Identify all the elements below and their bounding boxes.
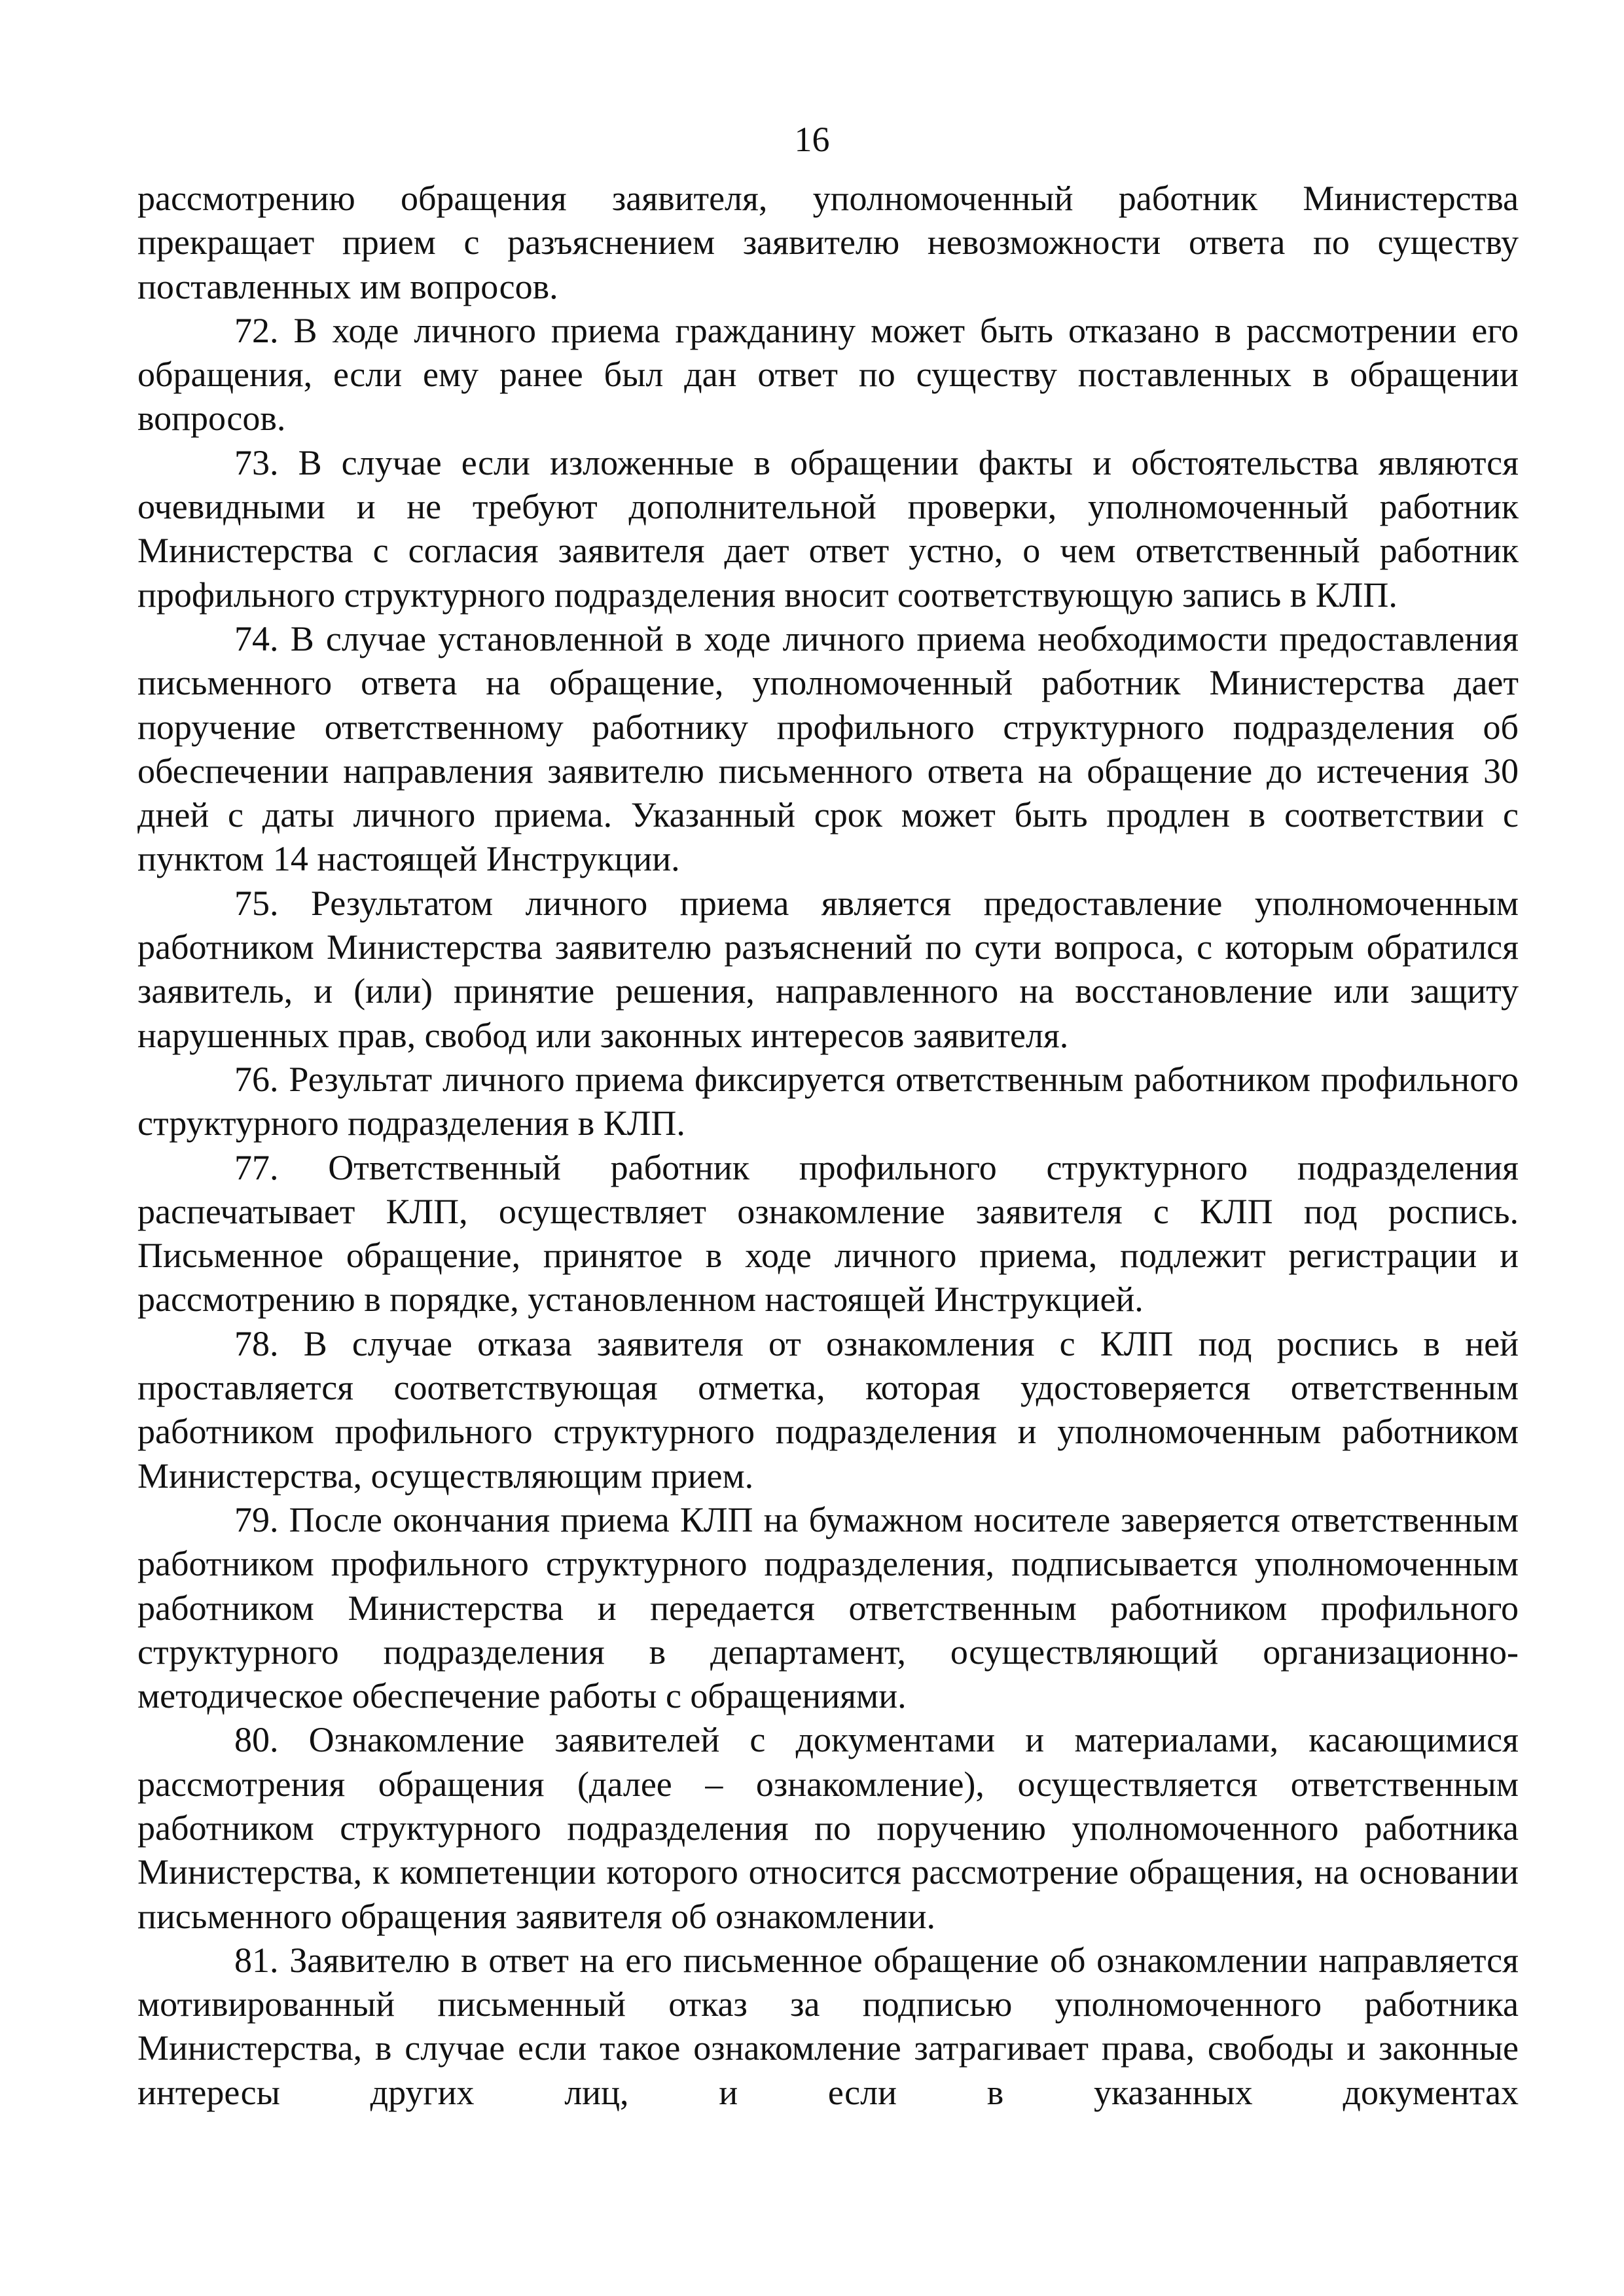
paragraph-74: 74. В случае установленной в ходе личного приема необходимости предоставления письменного ответа на обращение, уполномоченный работник Министерства дает поручение ответственному работнику профильного структурного подразделения об обеспечении направления заявителю письменного ответа на обращение до истечения 30 дней с даты личного приема. Указанный срок может быть продлен в соответствии с пунктом 14 настоящей Инструкции. [137,619,1519,879]
paragraph-78: 78. В случае отказа заявителя от ознакомления с КЛП под роспись в ней проставляется соответствующая отметка, которая удостоверяется ответственным работником профильного структурного подразделения и уполномоченным работником Министерства, осуществляющим прием. [137,1323,1519,1496]
page-number: 16 [794,120,830,159]
paragraph-72: 72. В ходе личного приема гражданину может быть отказано в рассмотрении его обращения, если ему ранее был дан ответ по существу поставленных в обращении вопросов. [137,310,1519,439]
paragraph-79: 79. После окончания приема КЛП на бумажном носителе заверяется ответственным работником профильного структурного подразделения, подписывается уполномоченным работником Министерства и передается ответственным работником профильного структурного подразделения в департамент, осуществляющий организационно-методическое обеспечение работы с обращениями. [137,1499,1519,1716]
document-body [137,177,1519,2115]
paragraph-continuation: рассмотрению обращения заявителя, уполномоченный работник Министерства прекращает прием с разъяснением заявителю невозможности ответа по существу поставленных им вопросов. [137,179,1519,306]
paragraph-80: 80. Ознакомление заявителей с документами и материалами, касающимися рассмотрения обращения (далее – ознакомление), осуществляется ответственным работником структурного подразделения по поручению уполномоченного работника Министерства, к компетенции которого относится рассмотрение обращения, на основании письменного обращения заявителя об ознакомлении. [137,1720,1519,1936]
paragraph-81: 81. Заявителю в ответ на его письменное обращение об ознакомлении направляется мотивированный письменный отказ за подписью уполномоченного работника Министерства, в случае если такое ознакомление затрагивает права, свободы и законные интересы других лиц, и если в указанных документах [137,1940,1519,2112]
paragraph-75: 75. Результатом личного приема является предоставление уполномоченным работником Министерства заявителю разъяснений по сути вопроса, с которым обратился заявитель, и (или) принятие решения, направленного на восстановление или защиту нарушенных прав, свобод или законных интересов заявителя. [137,883,1519,1055]
paragraph-77: 77. Ответственный работник профильного структурного подразделения распечатывает КЛП, осуществляет ознакомление заявителя с КЛП под роспись. Письменное обращение, принятое в ходе личного приема, подлежит регистрации и рассмотрению в порядке, установленном настоящей Инструкцией. [137,1147,1519,1319]
paragraph-76: 76. Результат личного приема фиксируется ответственным работником профильного структурного подразделения в КЛП. [137,1059,1519,1143]
paragraph-73: 73. В случае если изложенные в обращении факты и обстоятельства являются очевидными и не требуют дополнительной проверки, уполномоченный работник Министерства с согласия заявителя дает ответ устно, о чем ответственный работник профильного структурного подразделения вносит соответствующую запись в КЛП. [137,442,1519,615]
